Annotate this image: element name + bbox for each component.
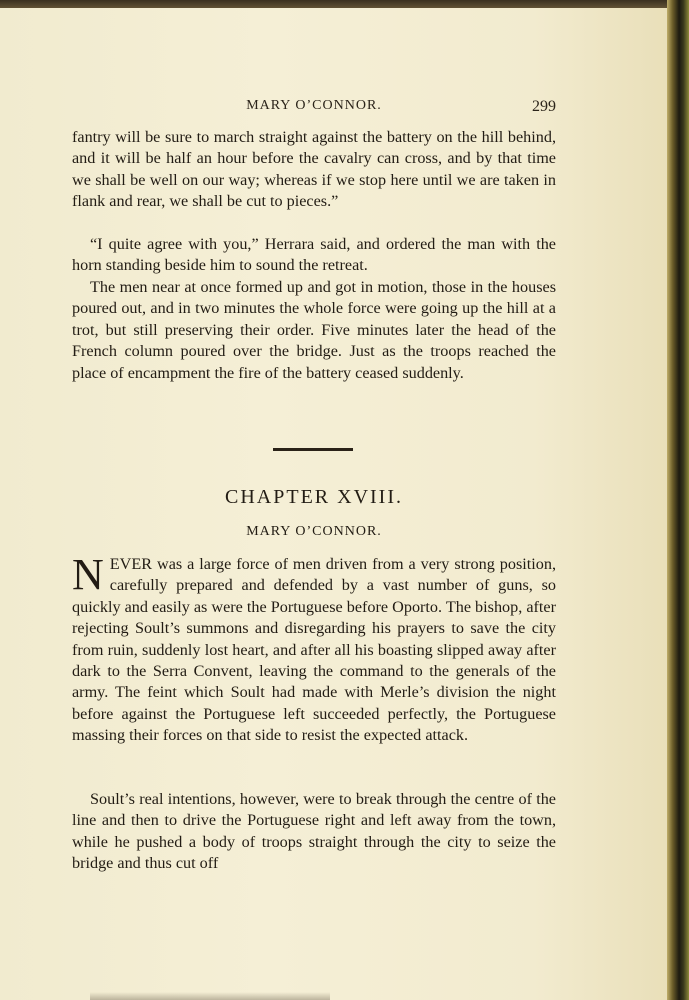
paragraph-continued: fantry will be sure to march straight against the battery on the hill behind, and it will be half an hour before the cavalry can cross, and by that time we shall be well on our way; whereas if we stop here until we are taken in flank and rear, we shall be cut to pieces.” (72, 128, 556, 211)
section-divider-rule (273, 448, 353, 451)
page-number: 299 (532, 98, 556, 115)
drop-cap: N (72, 550, 104, 599)
paragraph-herrara: “I quite agree with you,” Herrara said, and ordered the man with the horn standing beside him to sound the retreat. (72, 235, 556, 275)
book-spine-edge (667, 0, 689, 1000)
chapter-first-paragraph (72, 550, 556, 747)
chapter-title: CHAPTER XVIII. (225, 486, 403, 508)
chapter-second-paragraph: Soult’s real intentions, however, were to break through the centre of the line and then to drive the Portuguese right and left away from the town, while he pushed a body of troops straight through the city to seize the bridge and thus cut off (72, 790, 556, 873)
chapter-subtitle: MARY O’CONNOR. (246, 524, 382, 539)
page-header (72, 98, 556, 122)
chapter-first-paragraph-text: EVER was a large force of men driven from a very strong position, carefully prepared and defended by a vast number of guns, so quickly and easily as were the Portuguese before Oporto. The bishop, after rejecting Soult’s summons and disregarding his prayers to save the city from ruin, suddenly lost heart, and after all his boasting slipped away after dark to the Serra Convent, leaving the command to the generals of the army. The feint which Soult had made with Merle’s division the night before against the Portuguese left succeeded perfectly, the Portuguese massing their forces on that side to resist the expected attack. (72, 555, 556, 745)
running-title: MARY O’CONNOR. (246, 98, 382, 113)
paragraph-retreat: The men near at once formed up and got in motion, those in the houses poured out, and in two minutes the whole force were going up the hill at a trot, but still preserving their order. Five minutes later the head of the French column poured over the bridge. Just as the troops reached the place of encampment the fire of the battery ceased suddenly. (72, 278, 556, 382)
book-page (0, 8, 668, 1000)
page-bottom-shadow (90, 992, 330, 1000)
